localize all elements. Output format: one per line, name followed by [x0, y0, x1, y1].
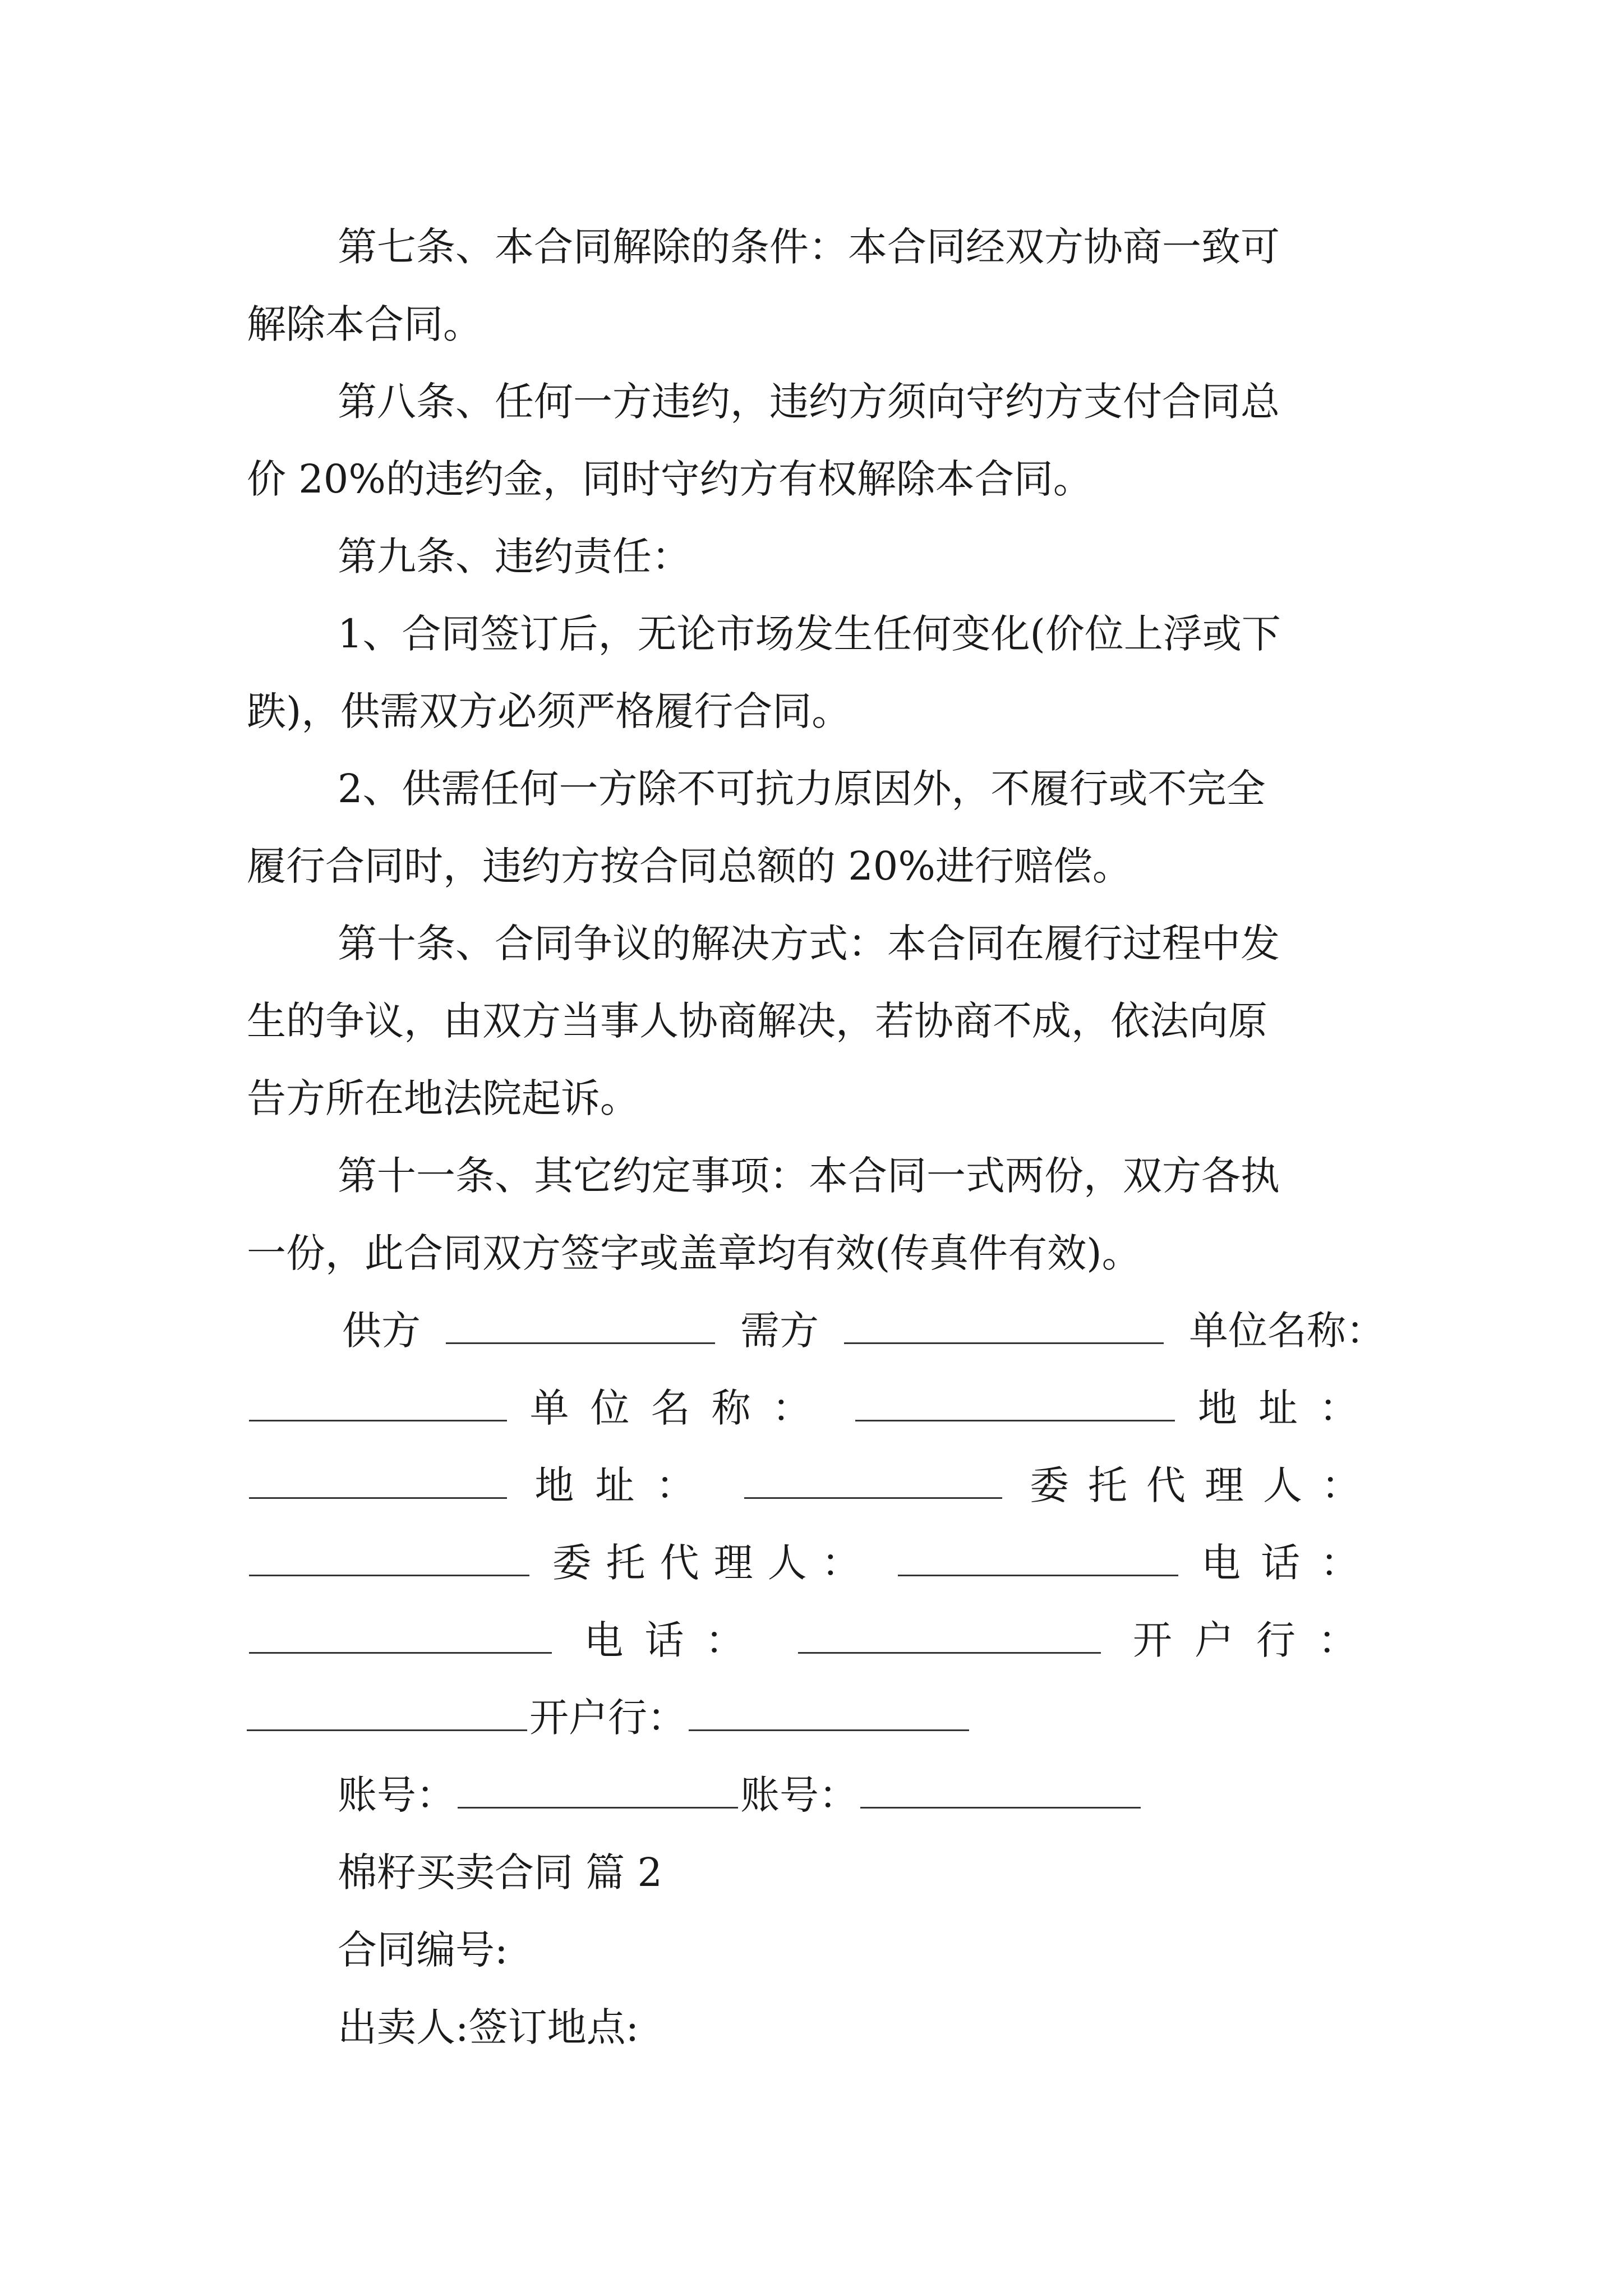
supplier-address-label: 地址： [1197, 1385, 1380, 1431]
buyer-phone-blank[interactable] [798, 1618, 1101, 1654]
clause-10-line-3: 告方所在地法院起诉。 [247, 1075, 639, 1121]
supplier-bank-blank[interactable] [247, 1696, 527, 1731]
clause-10-line-2: 生的争议，由双方当事人协商解决，若协商不成，依法向原 [247, 998, 1267, 1044]
form-row-4 [247, 1535, 1380, 1591]
buyer-agent-blank[interactable] [898, 1541, 1178, 1576]
clause-9-item-1-line-1: 1、合同签订后，无论市场发生任何变化(价位上浮或下 [338, 611, 1281, 657]
form-row-3 [247, 1457, 1380, 1513]
clause-9-heading: 第九条、违约责任： [338, 533, 691, 579]
clause-8-line-2: 价 20%的违约金，同时守约方有权解除本合同。 [247, 456, 1092, 502]
buyer-unit-name-label: 单位名称： [529, 1385, 833, 1431]
supplier-agent-blank[interactable] [249, 1541, 529, 1576]
clause-7-line-2: 解除本合同。 [247, 301, 482, 347]
form-row-6 [247, 1690, 1382, 1746]
buyer-agent-label: 委托代理人： [552, 1540, 875, 1586]
form-row-1 [342, 1303, 1385, 1359]
clause-9-item-2-line-1: 2、供需任何一方除不可抗力原因外，不履行或不完全 [338, 766, 1266, 812]
buyer-label: 需方 [740, 1308, 819, 1354]
buyer-address-blank[interactable] [744, 1464, 1002, 1499]
clause-9-item-2-line-2: 履行合同时，违约方按合同总额的 20%进行赔偿。 [247, 843, 1132, 889]
supplier-phone-blank[interactable] [249, 1618, 552, 1654]
buyer-unit-name-blank[interactable] [855, 1386, 1175, 1421]
form-row-7 [338, 1767, 1473, 1823]
buyer-account-label: 账号： [740, 1772, 858, 1818]
supplier-label: 供方 [342, 1308, 421, 1354]
supplier-phone-label: 电话： [1201, 1540, 1380, 1586]
buyer-blank[interactable] [844, 1309, 1164, 1344]
supplier-account-blank[interactable] [458, 1773, 738, 1809]
supplier-unit-name-label: 单位名称： [1189, 1308, 1385, 1354]
buyer-address-label: 地址： [534, 1462, 717, 1508]
clause-10-line-1: 第十条、合同争议的解决方式：本合同在履行过程中发 [338, 921, 1280, 967]
clause-7-line-1: 第七条、本合同解除的条件：本合同经双方协商一致可 [338, 224, 1280, 270]
form-row-2 [247, 1380, 1380, 1436]
supplier-bank-label: 开户行： [1132, 1617, 1380, 1663]
clause-11-line-1: 第十一条、其它约定事项：本合同一式两份，双方各执 [338, 1153, 1280, 1199]
section-2-title: 棉籽买卖合同 篇 2 [338, 1849, 663, 1895]
supplier-account-label: 账号： [338, 1772, 455, 1818]
clause-11-line-2: 一份，此合同双方签字或盖章均有效(传真件有效)。 [247, 1230, 1141, 1276]
buyer-phone-label: 电话： [584, 1617, 766, 1663]
buyer-bank-blank[interactable] [689, 1696, 969, 1731]
supplier-agent-label: 委托代理人： [1029, 1462, 1380, 1508]
contract-number-label: 合同编号: [338, 1927, 508, 1973]
supplier-unit-name-blank[interactable] [249, 1386, 507, 1421]
supplier-blank[interactable] [446, 1309, 715, 1344]
clause-9-item-1-line-2: 跌)，供需双方必须严格履行合同。 [247, 688, 851, 734]
supplier-address-blank[interactable] [249, 1464, 507, 1499]
seller-and-place-label: 出卖人:签订地点: [338, 2004, 639, 2050]
clause-8-line-1: 第八条、任何一方违约，违约方须向守约方支付合同总 [338, 379, 1280, 425]
buyer-account-blank[interactable] [860, 1773, 1141, 1809]
buyer-bank-label: 开户行： [529, 1695, 686, 1741]
form-row-5 [247, 1612, 1380, 1668]
